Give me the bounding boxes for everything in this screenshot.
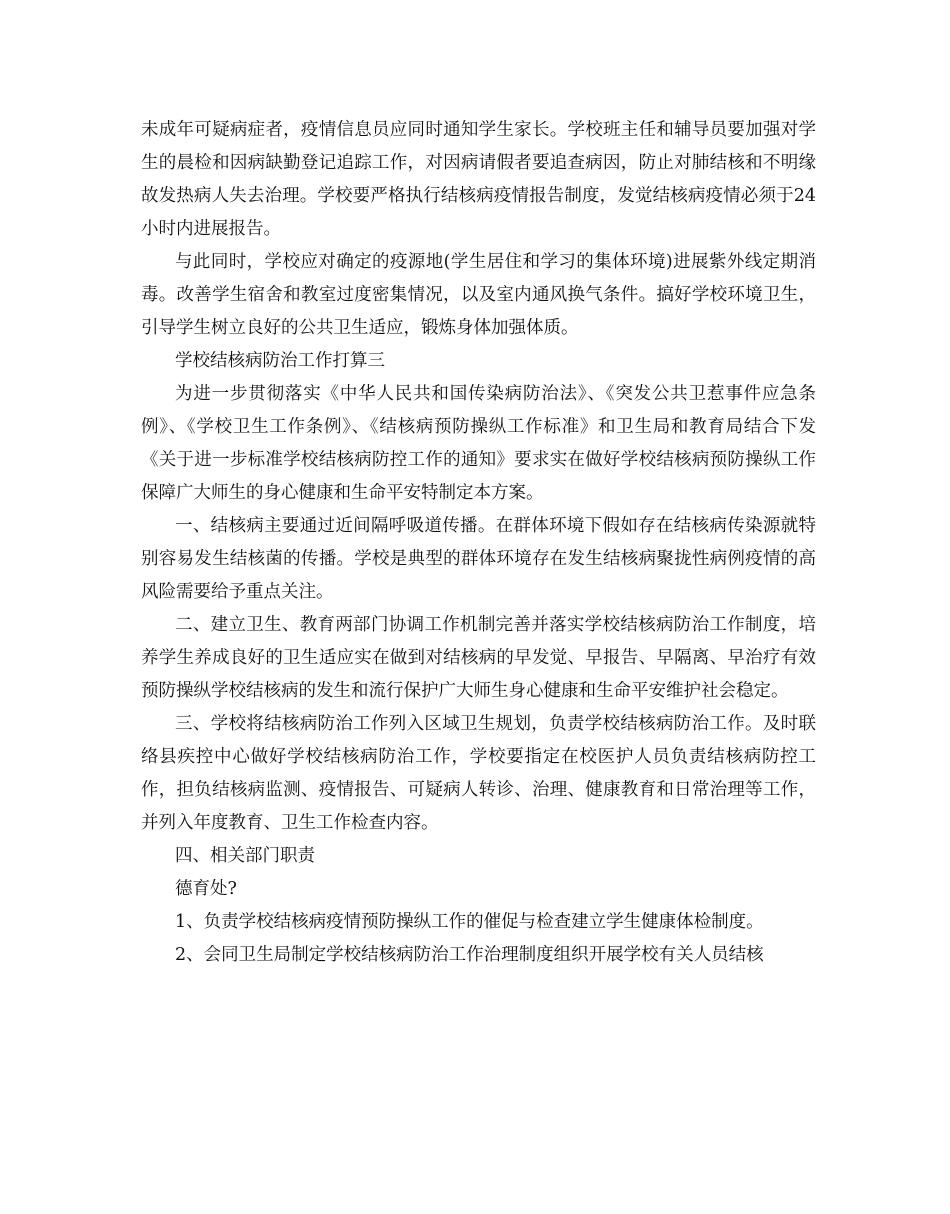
section-heading-plan-three: 学校结核病防治工作打算三	[175, 351, 385, 371]
paragraph-point-1: 一、结核病主要通过近间隔呼吸道传播。在群体环境下假如存在结核病传染源就特别容易发生结核菌的传播。学校是典型的群体环境存在发生结核病聚拢性病例疫情的高风险需要给予重点关注。	[141, 516, 816, 602]
list-item-1: 1、负责学校结核病疫情预防操纵工作的催促与检查建立学生健康体检制度。	[175, 912, 764, 932]
document-body	[141, 114, 816, 972]
subheading-moral-education-office: 德育处?	[175, 879, 237, 899]
section-heading-responsibilities: 四、相关部门职责	[175, 846, 315, 866]
paragraph-1: 未成年可疑病症者，疫情信息员应同时通知学生家长。学校班主任和辅导员要加强对学生的晨检和因病缺勤登记追踪工作，对因病请假者要追查病因，防止对肺结核和不明缘故发热病人失去治理。学校要严格执行结核病疫情报告制度，发觉结核病疫情必须于24小时内进展报告。	[141, 120, 816, 239]
paragraph-point-2: 二、建立卫生、教育两部门协调工作机制完善并落实学校结核病防治工作制度，培养学生养成良好的卫生适应实在做到对结核病的早发觉、早报告、早隔离、早治疗有效预防操纵学校结核病的发生和流行保护广大师生身心健康和生命平安维护社会稳定。	[141, 615, 816, 701]
paragraph-2: 与此同时，学校应对确定的疫源地(学生居住和学习的集体环境)进展紫外线定期消毒。改善学生宿舍和教室过度密集情况，以及室内通风换气条件。搞好学校环境卫生，引导学生树立良好的公共卫生适应，锻炼身体加强体质。	[141, 252, 816, 338]
list-item-2: 2、会同卫生局制定学校结核病防治工作治理制度组织开展学校有关人员结核	[175, 945, 764, 965]
paragraph-point-3: 三、学校将结核病防治工作列入区域卫生规划，负责学校结核病防治工作。及时联络县疾控中心做好学校结核病防治工作，学校要指定在校医护人员负责结核病防控工作，担负结核病监测、疫情报告、可疑病人转诊、治理、健康教育和日常治理等工作，并列入年度教育、卫生工作检查内容。	[141, 714, 816, 833]
paragraph-3: 为进一步贯彻落实《中华人民共和国传染病防治法》、《突发公共卫惹事件应急条例》、《学校卫生工作条例》、《结核病预防操纵工作标准》和卫生局和教育局结合下发《关于进一步标准学校结核病防控工作的通知》要求实在做好学校结核病预防操纵工作保障广大师生的身心健康和生命平安特制定本方案。	[141, 384, 816, 503]
